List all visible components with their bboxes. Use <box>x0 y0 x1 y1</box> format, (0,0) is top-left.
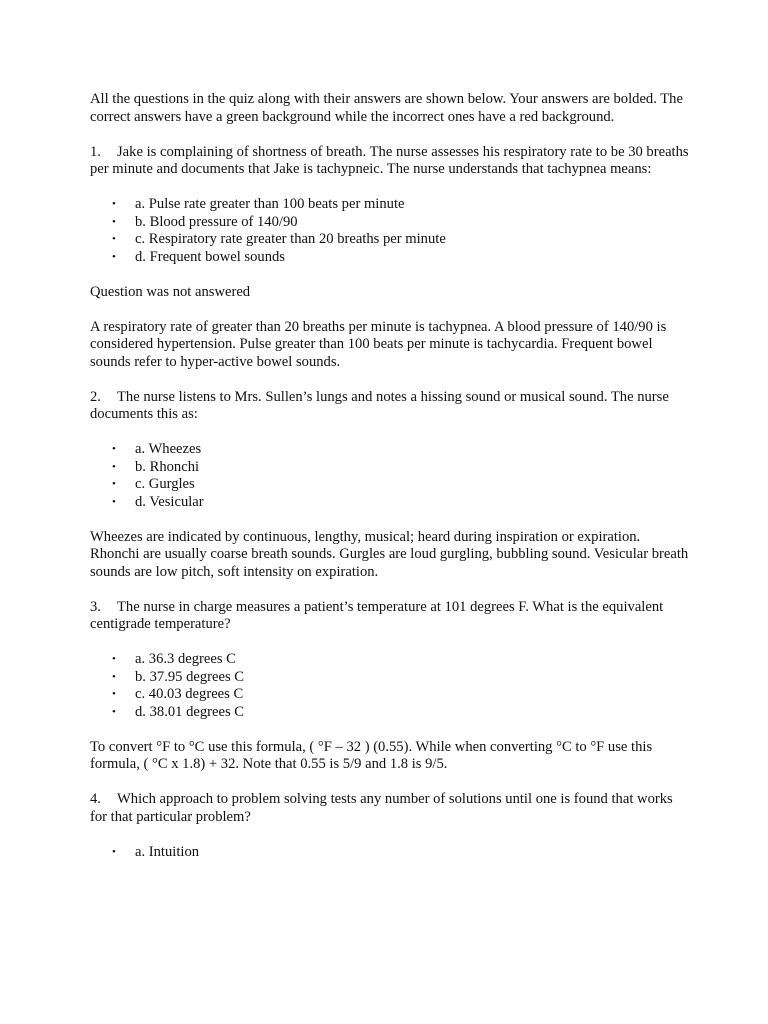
option-label: b. Rhonchi <box>135 458 200 475</box>
question-4-options <box>90 844 690 862</box>
bullet-icon: • <box>112 443 116 455</box>
option-label: d. Frequent bowel sounds <box>135 248 285 265</box>
question-1-prompt: Jake is complaining of shortness of breath. The nurse assesses his respiratory rate to be 30 breaths per minute and documents that Jake is tachypneic. The nurse understands that tachypnea means: <box>90 143 689 177</box>
bullet-icon: • <box>112 495 116 508</box>
question-4-text <box>90 791 690 826</box>
bullet-icon: • <box>112 670 116 683</box>
question-4-option-a <box>90 844 690 862</box>
question-1-text <box>90 144 690 179</box>
intro-paragraph: All the questions in the quiz along with their answers are shown below. Your answers are bolded. The correct answers have a green background while the incorrect ones have a red background. <box>90 91 683 125</box>
option-label: a. Wheezes <box>135 441 202 457</box>
question-1-status: Question was not answered <box>90 283 251 300</box>
question-1-number: 1. <box>90 143 101 160</box>
question-1 <box>90 144 690 372</box>
bullet-icon: • <box>112 478 116 490</box>
option-label: d. 38.01 degrees C <box>135 703 245 720</box>
question-3 <box>90 599 690 774</box>
question-2-number: 2. <box>90 388 101 405</box>
question-2 <box>90 389 690 582</box>
option-label: c. 40.03 degrees C <box>135 686 244 702</box>
bullet-icon: • <box>112 250 116 263</box>
question-3-text <box>90 599 690 634</box>
bullet-icon: • <box>112 845 116 858</box>
question-4 <box>90 791 690 861</box>
question-2-option-a <box>90 441 690 459</box>
bullet-icon: • <box>112 198 116 210</box>
question-4-number: 4. <box>90 791 101 807</box>
bullet-icon: • <box>112 688 116 700</box>
question-1-explanation: A respiratory rate of greater than 20 breaths per minute is tachypnea. A blood pressure of 140/90 is considered hypertension. Pulse greater than 100 beats per minute is tachycardia. Frequent bowel sounds refer to hyper-active bowel sounds. <box>90 318 667 370</box>
bullet-icon: • <box>112 653 116 665</box>
option-label: b. Blood pressure of 140/90 <box>135 213 298 230</box>
question-3-option-c <box>90 686 690 704</box>
question-2-option-c <box>90 476 690 494</box>
option-label: d. Vesicular <box>135 493 204 510</box>
option-label: a. 36.3 degrees C <box>135 651 236 667</box>
question-2-text <box>90 389 690 424</box>
option-label: b. 37.95 degrees C <box>135 668 245 685</box>
option-label: c. Gurgles <box>135 476 195 492</box>
bullet-icon: • <box>112 233 116 245</box>
option-label: a. Intuition <box>135 843 200 860</box>
question-1-option-c <box>90 231 690 249</box>
option-label: c. Respiratory rate greater than 20 breaths per minute <box>135 231 446 247</box>
question-1-option-b <box>90 214 690 232</box>
question-3-option-a <box>90 651 690 669</box>
question-1-option-d <box>90 249 690 267</box>
question-4-prompt: Which approach to problem solving tests any number of solutions until one is found that works for that particular problem? <box>90 791 673 825</box>
question-3-explanation: To convert °F to °C use this formula, ( °F – 32 ) (0.55). While when converting °C to °F use this formula, ( °C x 1.8) + 32. Note that 0.55 is 5/9 and 1.8 is 9/5. <box>90 738 653 772</box>
document-body <box>90 91 690 879</box>
question-2-options <box>90 441 690 511</box>
question-2-prompt: The nurse listens to Mrs. Sullen’s lungs and notes a hissing sound or musical sound. The nurse documents this as: <box>90 388 669 422</box>
bullet-icon: • <box>112 215 116 228</box>
option-label: a. Pulse rate greater than 100 beats per minute <box>135 196 405 212</box>
question-1-options <box>90 196 690 266</box>
question-1-option-a <box>90 196 690 214</box>
question-3-option-b <box>90 669 690 687</box>
bullet-icon: • <box>112 460 116 473</box>
question-2-option-d <box>90 494 690 512</box>
question-3-options <box>90 651 690 721</box>
question-2-explanation: Wheezes are indicated by continuous, lengthy, musical; heard during inspiration or expiration. Rhonchi are usually coarse breath sounds. Gurgles are loud gurgling, bubbling sound. Vesicular breath sounds are low pitch, soft intensity on expiration. <box>90 528 689 580</box>
question-3-prompt: The nurse in charge measures a patient’s temperature at 101 degrees F. What is the equivalent centigrade temperature? <box>90 598 664 632</box>
bullet-icon: • <box>112 705 116 718</box>
question-2-option-b <box>90 459 690 477</box>
question-3-number: 3. <box>90 598 101 615</box>
question-3-option-d <box>90 704 690 722</box>
